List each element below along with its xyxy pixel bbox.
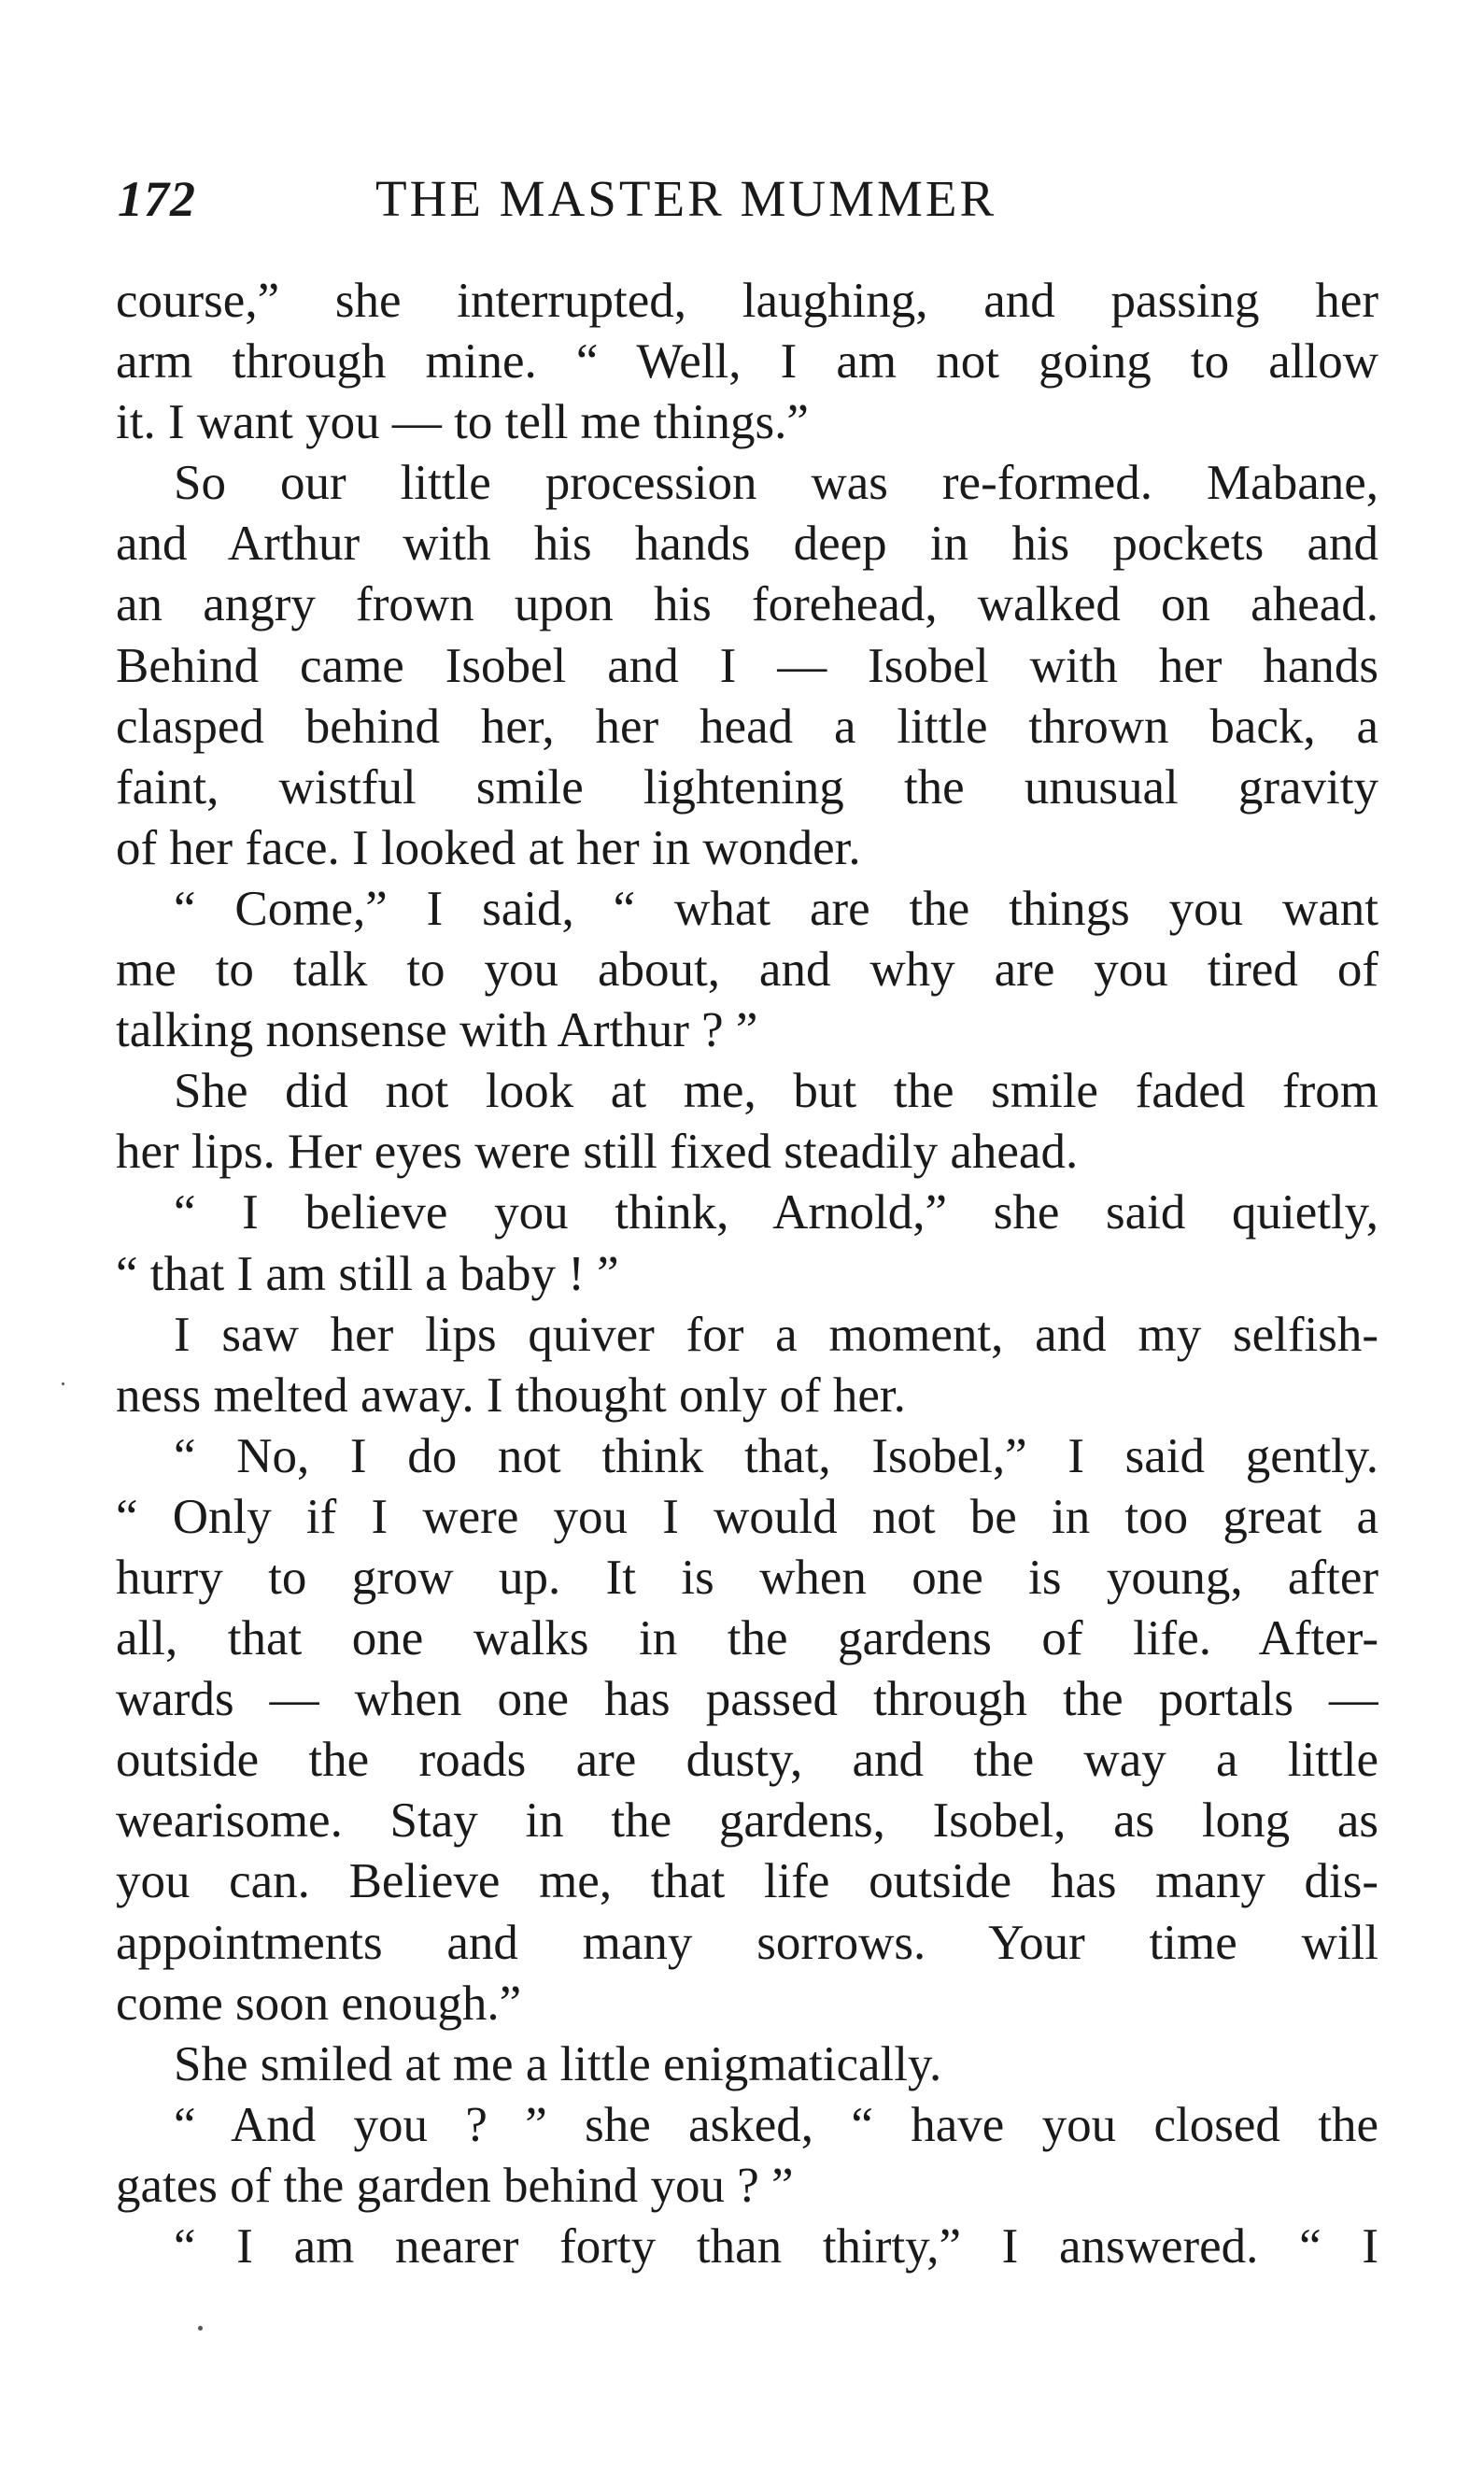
text-line: She did not look at me, but the smile faded from	[174, 1064, 1378, 1119]
text-line: faint, wistful smile lightening the unusual gravity	[116, 759, 1378, 815]
text-line: She smiled at me a little enigmatically.	[174, 2036, 942, 2091]
text-line: clasped behind her, her head a little thrown back, a	[116, 699, 1378, 754]
text-line: you can. Believe me, that life outside has many dis-	[116, 1854, 1378, 1909]
text-line: her lips. Her eyes were still fixed steadily ahead.	[116, 1125, 1079, 1180]
text-line: an angry frown upon his forehead, walked on ahead.	[116, 577, 1378, 632]
text-line: gates of the garden behind you ? ”	[116, 2158, 794, 2213]
text-line: wards — when one has passed through the portals —	[116, 1672, 1378, 1727]
text-line: “ Come,” I said, “ what are the things you want	[174, 881, 1378, 936]
page-header	[118, 157, 1378, 241]
text-line: arm through mine. “ Well, I am not going to allow	[116, 334, 1378, 390]
text-line: appointments and many sorrows. Your time will	[116, 1915, 1378, 1970]
text-line: of her face. I looked at her in wonder.	[116, 820, 861, 875]
text-line: ness melted away. I thought only of her.	[116, 1368, 906, 1423]
text-line: me to talk to you about, and why are you tired of	[116, 942, 1378, 998]
print-speck	[198, 2326, 203, 2331]
text-line: talking nonsense with Arthur ? ”	[116, 1003, 758, 1058]
body-text	[116, 271, 1378, 2277]
text-line: outside the roads are dusty, and the way a little	[116, 1733, 1378, 1788]
text-line: and Arthur with his hands deep in his pockets and	[116, 517, 1378, 572]
text-line: “ No, I do not think that, Isobel,” I said gently.	[174, 1428, 1378, 1483]
text-line: hurry to grow up. It is when one is young, after	[116, 1550, 1378, 1605]
text-line: “ that I am still a baby ! ”	[116, 1246, 619, 1301]
running-head: THE MASTER MUMMER	[375, 170, 997, 227]
text-line: come soon enough.”	[116, 1976, 522, 2031]
text-line: “ And you ? ” she asked, “ have you closed the	[174, 2097, 1378, 2152]
text-line: course,” she interrupted, laughing, and passing her	[116, 274, 1378, 328]
text-line: it. I want you — to tell me things.”	[116, 395, 809, 450]
text-line: all, that one walks in the gardens of life. After-	[116, 1611, 1378, 1666]
text-line: Behind came Isobel and I — Isobel with her hands	[116, 638, 1378, 693]
text-line: I saw her lips quiver for a moment, and my selfish-	[174, 1307, 1378, 1362]
text-line: “ Only if I were you I would not be in too great a	[116, 1489, 1378, 1544]
page-number: 172	[118, 171, 196, 227]
text-line: “ I am nearer forty than thirty,” I answered. “ I	[174, 2219, 1378, 2274]
print-speck	[62, 1382, 64, 1385]
text-line: “ I believe you think, Arnold,” she said quietly,	[174, 1185, 1378, 1240]
text-line: So our little procession was re-formed. Mabane,	[174, 456, 1378, 511]
text-line: wearisome. Stay in the gardens, Isobel, as long as	[116, 1793, 1378, 1849]
